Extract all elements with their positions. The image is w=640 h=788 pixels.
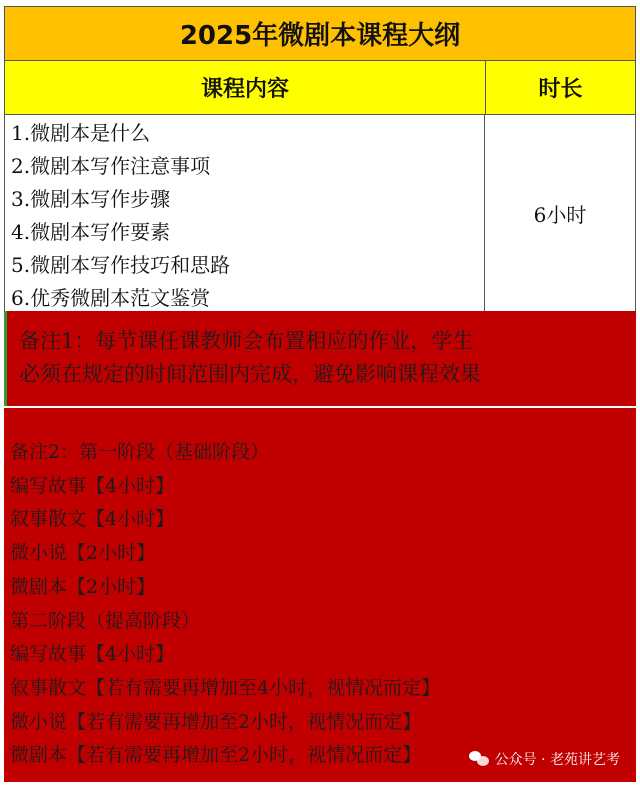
- note-2-line: 第二阶段（提高阶段）: [10, 609, 201, 632]
- lesson-item: 3.微剧本写作步骤: [11, 187, 171, 211]
- note-2-line: 微小说【2小时】: [10, 542, 156, 565]
- note-1-line: 备注1：每节课任课教师会布置相应的作业，学生: [19, 329, 474, 353]
- note-2-line: 微小说【若有需要再增加至2小时，视情况而定】: [10, 710, 422, 733]
- note-2-line: 叙事散文【若有需要再增加至4小时，视情况而定】: [10, 676, 441, 699]
- content-column-header: 课程内容: [5, 61, 486, 114]
- lesson-list: [5, 115, 485, 311]
- watermark: [469, 749, 620, 769]
- note-2-line: 叙事散文【4小时】: [10, 508, 175, 531]
- note-2-line: 微剧本【2小时】: [10, 575, 156, 598]
- wechat-icon: [469, 751, 489, 767]
- duration-column-header: 时长: [538, 77, 583, 102]
- note-2-line: 微剧本【若有需要再增加至2小时，视情况而定】: [10, 744, 422, 767]
- table-header-row: [4, 61, 636, 115]
- note-2: [4, 408, 636, 782]
- lessons-row: [4, 115, 636, 311]
- lesson-item: 4.微剧本写作要素: [11, 220, 171, 244]
- note-1-line: 必须在规定的时间范围内完成，避免影响课程效果: [19, 362, 481, 386]
- note-1: [4, 311, 636, 406]
- watermark-text: 公众号 · 老苑讲艺考: [494, 752, 620, 768]
- lesson-item: 1.微剧本是什么: [11, 121, 151, 145]
- lesson-item: 2.微剧本写作注意事项: [11, 154, 211, 178]
- note-2-line: 编写故事【4小时】: [10, 474, 175, 497]
- note-2-line: 备注2：第一阶段（基础阶段）: [10, 441, 270, 463]
- duration-cell: 6小时: [533, 202, 587, 227]
- outline-title: 2025年微剧本课程大纲: [4, 6, 636, 61]
- course-outline-sheet: [4, 6, 636, 782]
- note-2-line: 编写故事【4小时】: [10, 643, 175, 666]
- lesson-item: 5.微剧本写作技巧和思路: [11, 253, 231, 277]
- lesson-item: 6.优秀微剧本范文鉴赏: [11, 286, 211, 310]
